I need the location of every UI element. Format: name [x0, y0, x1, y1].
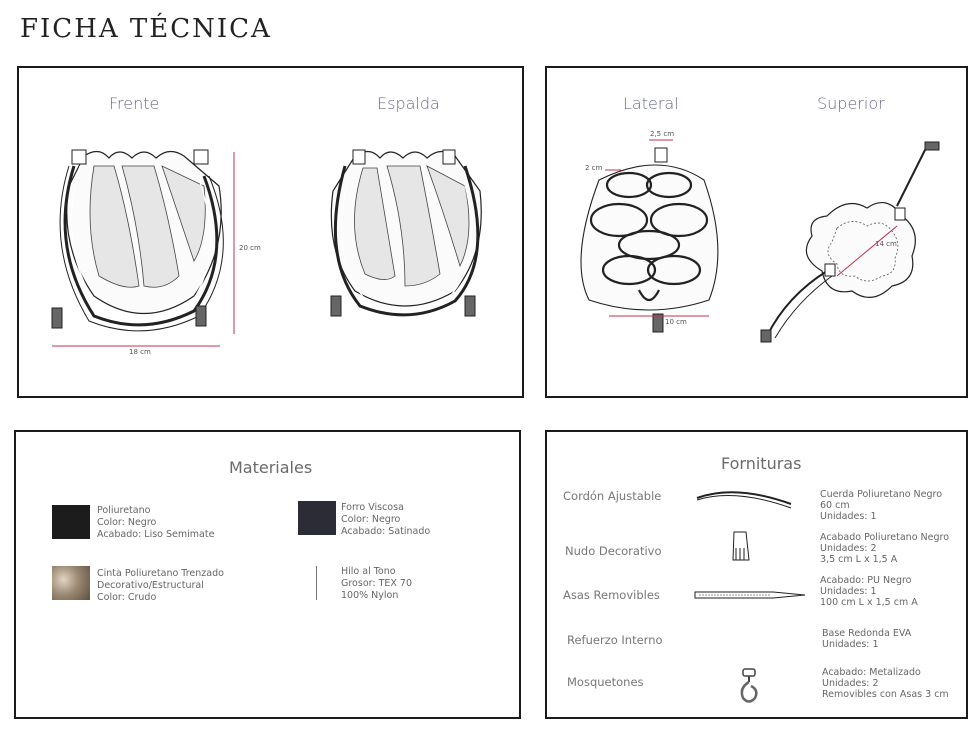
knot-tip-icon — [731, 530, 751, 562]
fornitura-detail-strap: Acabado: PU Negro Unidades: 1 100 cm L x 1,5 cm A — [820, 575, 918, 608]
lateral-view-label: Lateral — [623, 94, 679, 113]
top-view-label: Superior — [817, 94, 885, 113]
fornitura-label-carabiner: Mosquetones — [567, 675, 644, 689]
front-height-dimension: 20 cm — [239, 244, 261, 252]
fornitura-detail-carabiner: Acabado: Metalizado Unidades: 2 Removibles con Asas 3 cm — [822, 667, 949, 700]
lateral-top-panel — [545, 66, 968, 398]
cord-icon — [695, 484, 795, 510]
lateral-bottom-dimension: 10 cm — [665, 318, 687, 326]
materials-title: Materiales — [229, 458, 313, 477]
lateral-side-dimension: 2 cm — [585, 164, 603, 172]
strap-icon — [693, 590, 807, 600]
front-back-panel — [17, 66, 524, 398]
material-braided-tape: Cinta Poliuretano Trenzado Decorativo/Estructural Color: Crudo — [97, 568, 224, 603]
material-viscose-lining: Forro Viscosa Color: Negro Acabado: Satinado — [341, 502, 431, 537]
top-bag-illustration — [757, 146, 957, 346]
material-thread: Hilo al Tono Grosor: TEX 70 100% Nylon — [341, 566, 413, 601]
material-swatch-polyurethane — [52, 505, 90, 539]
lateral-top-dimension: 2,5 cm — [650, 130, 675, 138]
fornitura-label-knot: Nudo Decorativo — [565, 544, 662, 558]
fornitura-detail-knot: Acabado Poliuretano Negro Unidades: 2 3,5 cm L x 1,5 A — [820, 532, 950, 565]
front-view-label: Frente — [109, 94, 160, 113]
front-height-line — [232, 152, 236, 334]
carabiner-icon — [737, 668, 761, 706]
fornitura-label-reinforcement: Refuerzo Interno — [567, 633, 663, 647]
page-title: FICHA TÉCNICA — [20, 14, 272, 44]
material-swatch-braided-tape — [52, 566, 90, 600]
material-swatch-viscose — [298, 501, 336, 535]
back-bag-illustration — [315, 146, 495, 336]
front-width-dimension: 18 cm — [129, 348, 151, 356]
top-diag-dimension: 14 cm — [875, 240, 897, 248]
fornitura-detail-reinforcement: Base Redonda EVA Unidades: 1 — [822, 628, 912, 650]
fornitura-detail-cord: Cuerda Poliuretano Negro 60 cm Unidades: 1 — [820, 489, 943, 522]
fornitura-label-cord: Cordón Ajustable — [563, 489, 662, 503]
thread-line-icon — [316, 566, 317, 600]
back-view-label: Espalda — [377, 94, 440, 113]
front-bag-illustration — [44, 146, 244, 346]
fornituras-title: Fornituras — [721, 454, 802, 473]
material-polyurethane: Poliuretano Color: Negro Acabado: Liso Semimate — [97, 505, 215, 540]
fornituras-panel — [545, 430, 968, 719]
materials-panel — [14, 430, 521, 719]
fornitura-label-strap: Asas Removibles — [563, 588, 660, 602]
lateral-bag-illustration — [569, 140, 729, 340]
